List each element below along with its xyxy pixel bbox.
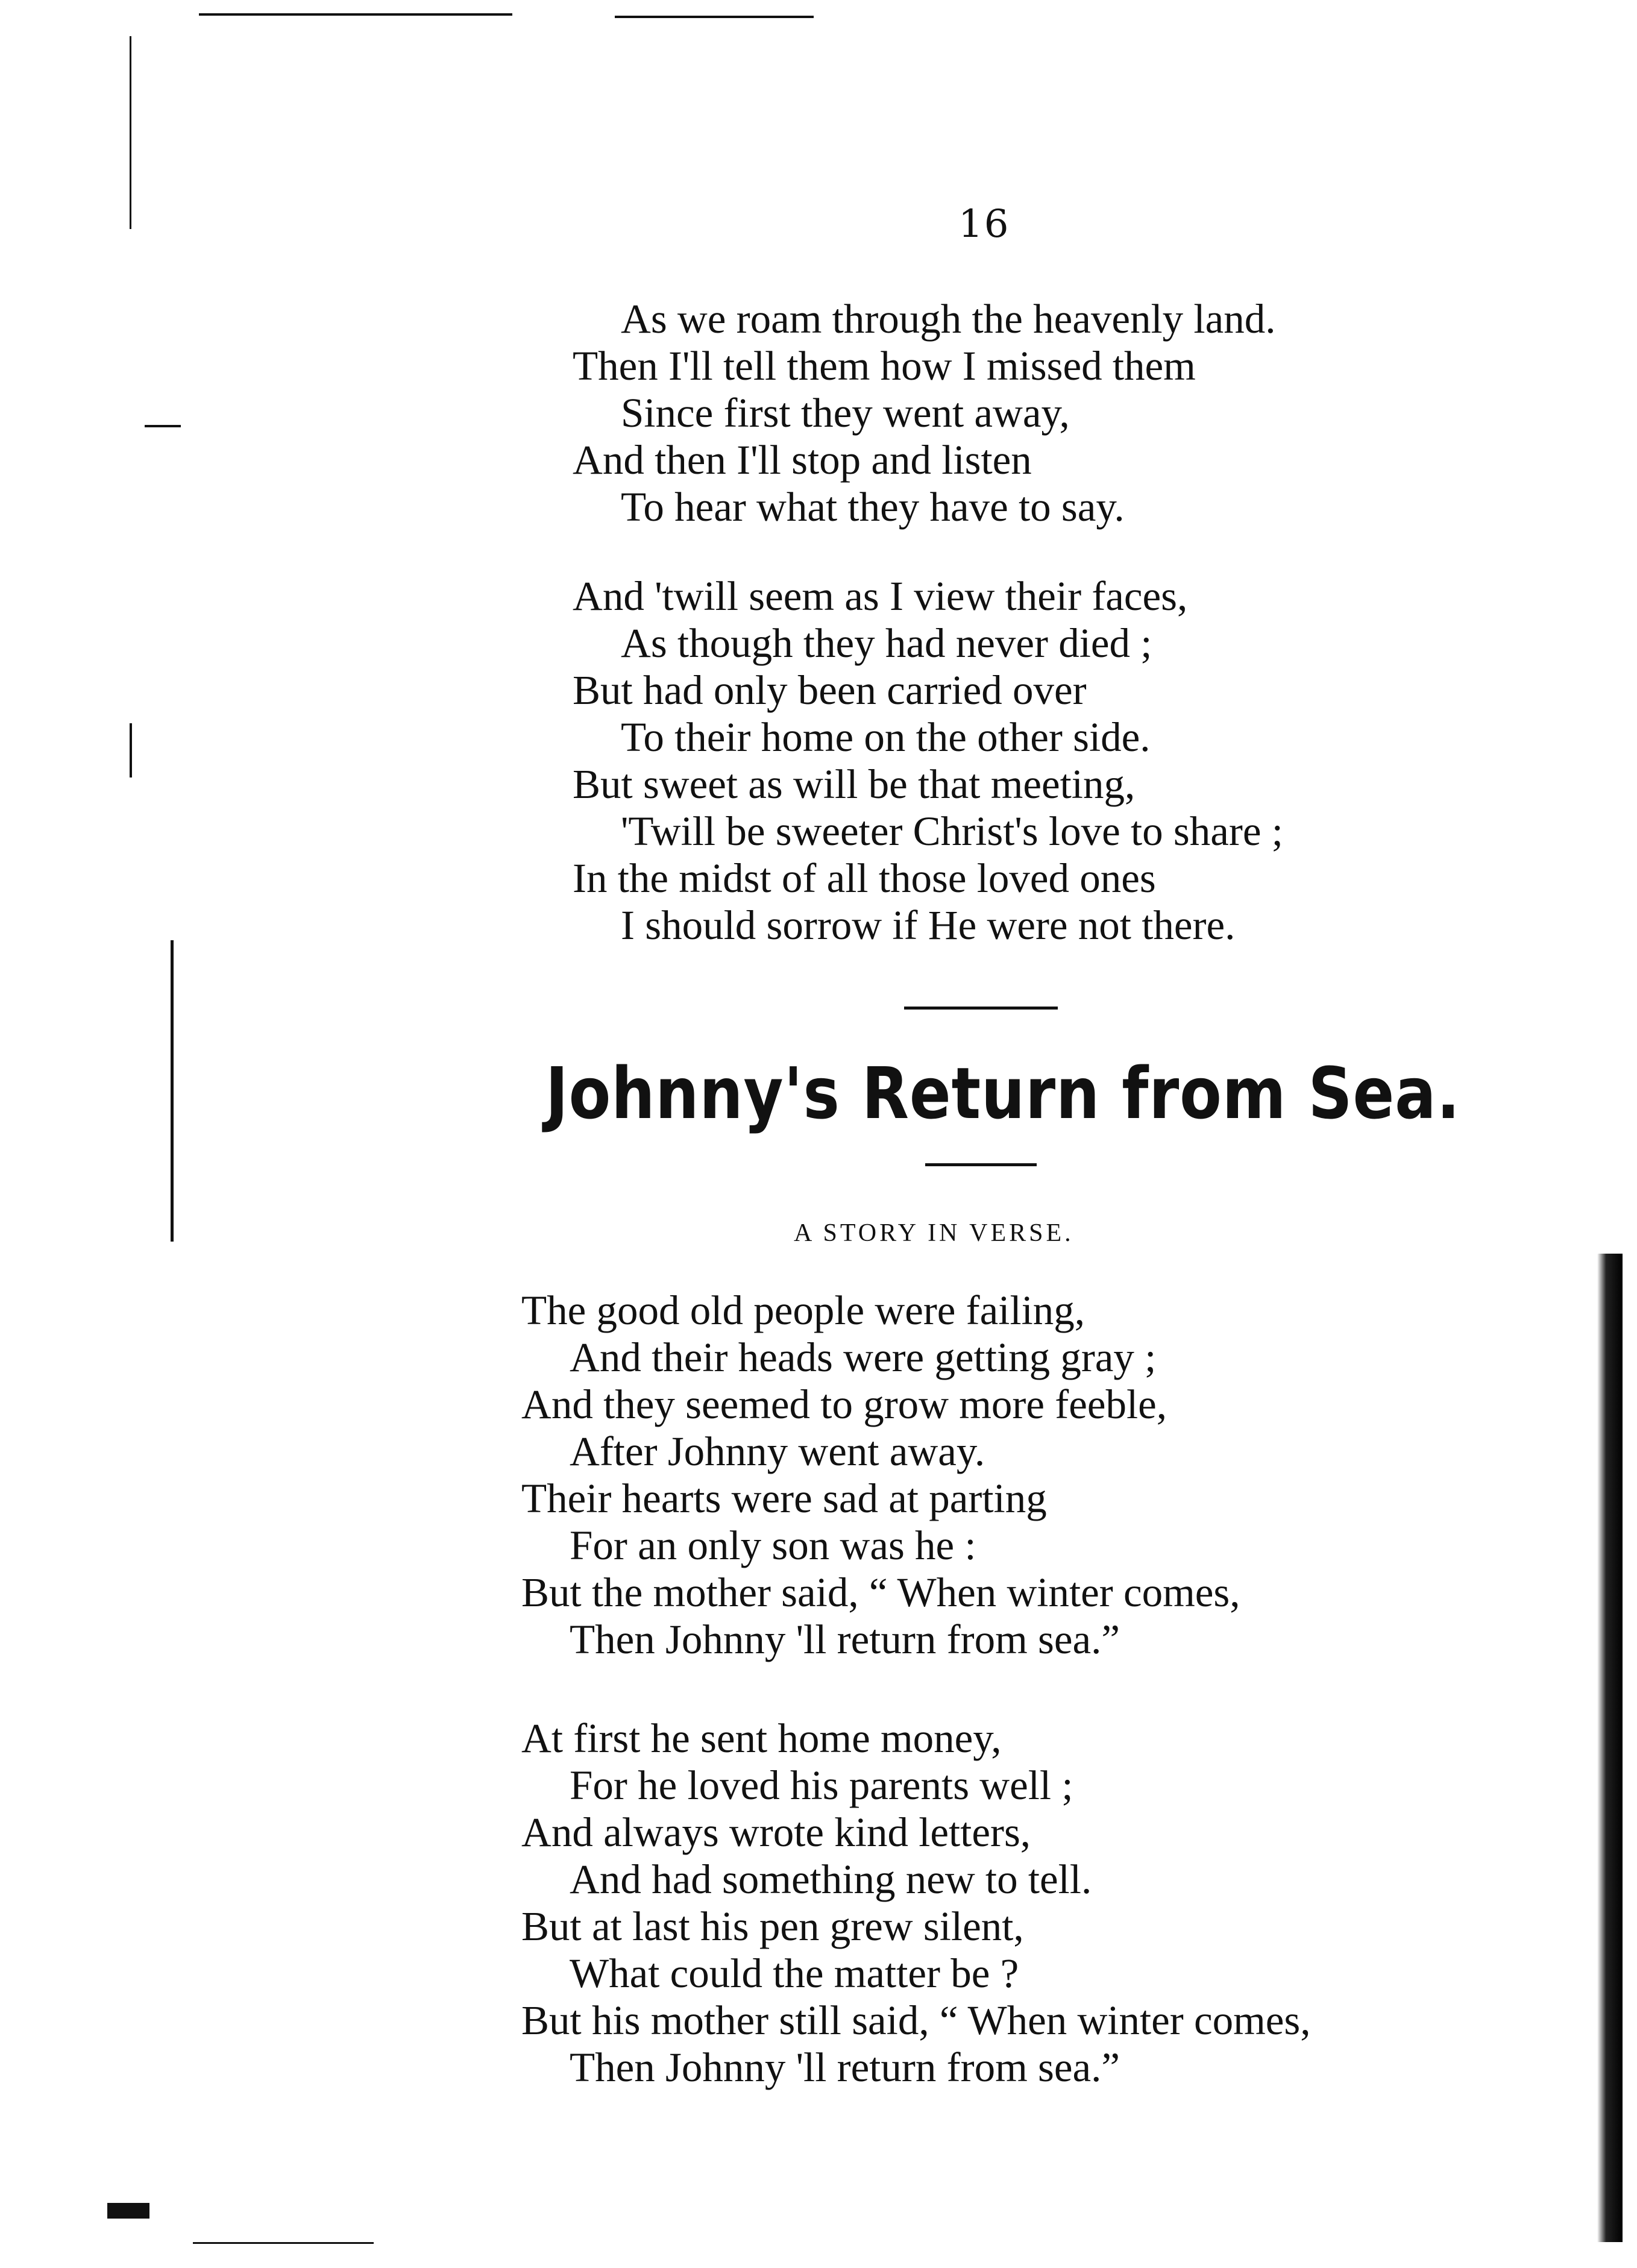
verse-line: But at last his pen grew silent, [521, 1903, 1024, 1949]
verse-line: In the midst of all those loved ones [573, 855, 1156, 901]
verse-line: After Johnny went away. [570, 1428, 985, 1474]
right-edge-shadow [1597, 1254, 1623, 2242]
stanza-2 [573, 573, 1283, 949]
stanza-4 [521, 1715, 1311, 2091]
verse-line: Then I'll tell them how I missed them [573, 343, 1196, 389]
top-edge-dash [199, 13, 512, 16]
left-margin-dash [145, 425, 181, 427]
verse-line: Since first they went away, [621, 390, 1070, 436]
poem-title: Johnny's Return from Sea. [545, 1052, 1460, 1135]
verse-line: And their heads were getting gray ; [570, 1334, 1157, 1380]
title-rule-top [904, 1007, 1058, 1010]
left-margin-line [130, 723, 132, 777]
stanza-1 [573, 295, 1275, 530]
verse-line: What could the matter be ? [570, 1950, 1019, 1996]
verse-line: And had something new to tell. [570, 1856, 1092, 1902]
verse-line: At first he sent home money, [521, 1715, 1002, 1761]
verse-line: But the mother said, “ When winter comes, [521, 1569, 1240, 1615]
verse-line: But had only been carried over [573, 667, 1087, 713]
verse-line: Then Johnny 'll return from sea.” [570, 1616, 1120, 1662]
verse-line: And they seemed to grow more feeble, [521, 1381, 1167, 1427]
verse-line: Then Johnny 'll return from sea.” [570, 2044, 1120, 2090]
left-margin-line [171, 940, 174, 1242]
verse-line: Their hearts were sad at parting [521, 1475, 1047, 1521]
bottom-left-block [107, 2203, 149, 2219]
verse-line: And always wrote kind letters, [521, 1809, 1031, 1855]
verse-line: But his mother still said, “ When winter comes, [521, 1997, 1311, 2043]
verse-line: But sweet as will be that meeting, [573, 761, 1136, 807]
verse-line: I should sorrow if He were not there. [621, 902, 1236, 948]
verse-line: To their home on the other side. [621, 714, 1151, 760]
verse-line: 'Twill be sweeter Christ's love to share ; [621, 808, 1283, 854]
title-rule-bottom [925, 1163, 1037, 1166]
verse-line: For an only son was he : [570, 1522, 976, 1568]
page-number: 16 [958, 202, 1010, 247]
verse-line: And then I'll stop and listen [573, 437, 1032, 483]
verse-line: To hear what they have to say. [621, 484, 1125, 530]
verse-line: As we roam through the heavenly land. [621, 296, 1276, 342]
top-edge-dash [615, 16, 814, 18]
verse-line: For he loved his parents well ; [570, 1762, 1073, 1808]
left-margin-line [130, 36, 131, 229]
stanza-3 [521, 1287, 1240, 1663]
verse-line: The good old people were failing, [521, 1287, 1086, 1333]
bottom-edge-dash [193, 2242, 374, 2244]
verse-line: As though they had never died ; [621, 620, 1152, 666]
verse-line: And 'twill seem as I view their faces, [573, 573, 1188, 619]
poem-subtitle: A STORY IN VERSE. [794, 1219, 1074, 1247]
